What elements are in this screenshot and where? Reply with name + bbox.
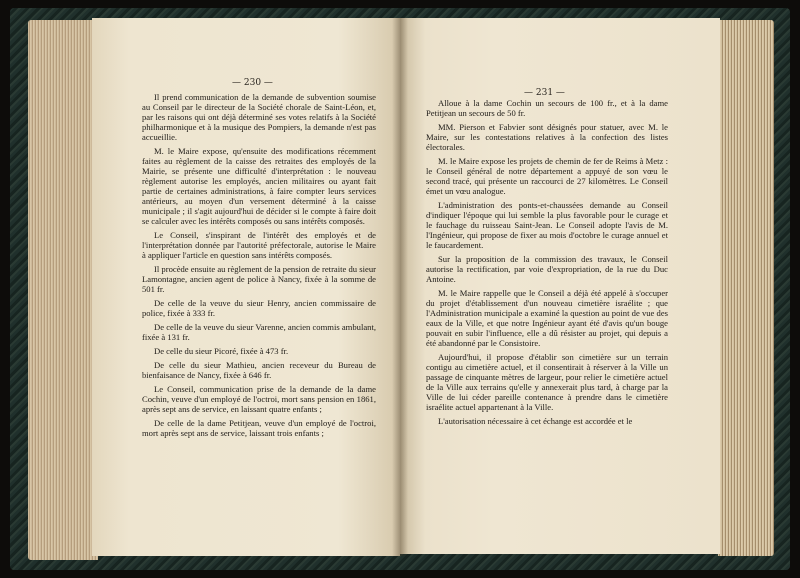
paragraph: L'autorisation nécessaire à cet échange est accordée et le xyxy=(438,416,633,426)
paragraph: Le Conseil, communication prise de la demande de la dame Cochin, veuve d'un employé de l'octroi, mort sans pension en 1861, après sept ans de service, en laissant quatre enfants ; xyxy=(142,384,376,414)
paragraph: M. le Maire expose, qu'ensuite des modifications récemment faites au règlement de la caisse des retraites des employés de la Mairie, se présente une difficulté d'interprétation : le nouveau règlement autorise les employés, ancien militaires ou ayant fait partie de certaines administrations, à faire compter leurs services antérieurs, au moyen d'un versement déterminé à la caisse municipale ; il s'agit aujourd'hui de décider si le compte à faire doit se calculer avec les intérêts composés ou sans intérêts composés. xyxy=(142,146,376,226)
page-edges-right xyxy=(718,20,774,556)
left-page-body xyxy=(142,92,376,442)
paragraph: L'administration des ponts-et-chaussées demande au Conseil d'indiquer l'époque qui lui semble la plus favorable pour le curage et le fauchage du ruisseau Saint-Jean. Le Conseil adopte l'avis de M. l'Ingénieur, qui propose de fixer au mois d'octobre le curage annuel et le faucardement. xyxy=(426,200,668,250)
paragraph: Il prend communication de la demande de subvention soumise au Conseil par le directeur de la Société chorale de Saint-Léon, et, par les raisons qui ont déjà déterminé ses votes relatifs à la Société philharmonique et à la musique des Pompiers, la demande n'est pas accueillie. xyxy=(142,92,376,142)
paragraph: Aujourd'hui, il propose d'établir son cimetière sur un terrain contigu au cimetière actuel, et il consentirait à réserver à la Ville un passage de cinquante mètres de largeur, pour relier le cimetière actuel de la Ville aux terrains qu'elle y annexerait plus tard, à charge par la Ville de lui céder pareille contenance à prendre dans le cimetière israélite actuel appartenant à la Ville. xyxy=(426,352,668,412)
paragraph: De celle de la dame Petitjean, veuve d'un employé de l'octroi, mort après sept ans de service, laissant trois enfants ; xyxy=(142,418,376,438)
page-number-right: — 231 — xyxy=(524,88,565,98)
paragraph: M. le Maire rappelle que le Conseil a déjà été appelé à s'occuper du projet d'établissement d'un nouveau cimetière israélite ; que l'Administration municipale a examiné la question au point de vue des eaux de la Ville, et que notre Ingénieur ayant été d'avis qu'un bouge pouvait en subir l'influence, elle a dû résister au projet, qui depuis a été abandonné par le Consistoire. xyxy=(426,288,668,348)
paragraph: De celle de la veuve du sieur Varenne, ancien commis ambulant, fixée à 131 fr. xyxy=(142,322,376,342)
right-page-body xyxy=(426,98,668,430)
paragraph: De celle du sieur Mathieu, ancien receveur du Bureau de bienfaisance de Nancy, fixée à 646 fr. xyxy=(142,360,376,380)
paragraph: Alloue à la dame Cochin un secours de 100 fr., et à la dame Petitjean un secours de 50 fr. xyxy=(426,98,668,118)
left-page xyxy=(92,18,400,556)
paragraph: M. le Maire expose les projets de chemin de fer de Reims à Metz : le Conseil général de notre département a appuyé de son vœu le second tracé, qui présente un raccourci de 27 kilomètres. Le Conseil émet un vœu analogue. xyxy=(426,156,668,196)
page-number-left: — 230 — xyxy=(232,78,273,88)
paragraph: De celle de la veuve du sieur Henry, ancien commissaire de police, fixée à 333 fr. xyxy=(142,298,376,318)
paragraph: Le Conseil, s'inspirant de l'intérêt des employés et de l'interprétation donnée par l'autorité préfectorale, autorise le Maire à appliquer l'article en question sans intérêts composés. xyxy=(142,230,376,260)
paragraph: MM. Pierson et Fabvier sont désignés pour statuer, avec M. le Maire, sur les contestations relatives à la confection des listes électorales. xyxy=(426,122,668,152)
right-page xyxy=(400,18,720,554)
page-edges-left xyxy=(28,20,98,560)
paragraph: Il procède ensuite au règlement de la pension de retraite du sieur Lamontagne, ancien agent de police à Nancy, fixée à la somme de 501 fr. xyxy=(142,264,376,294)
book-gutter xyxy=(392,18,408,556)
paragraph: Sur la proposition de la commission des travaux, le Conseil autorise la rectification, par voie d'expropriation, de la rue du Duc Antoine. xyxy=(426,254,668,284)
paragraph: De celle du sieur Picoré, fixée à 473 fr. xyxy=(154,346,289,356)
